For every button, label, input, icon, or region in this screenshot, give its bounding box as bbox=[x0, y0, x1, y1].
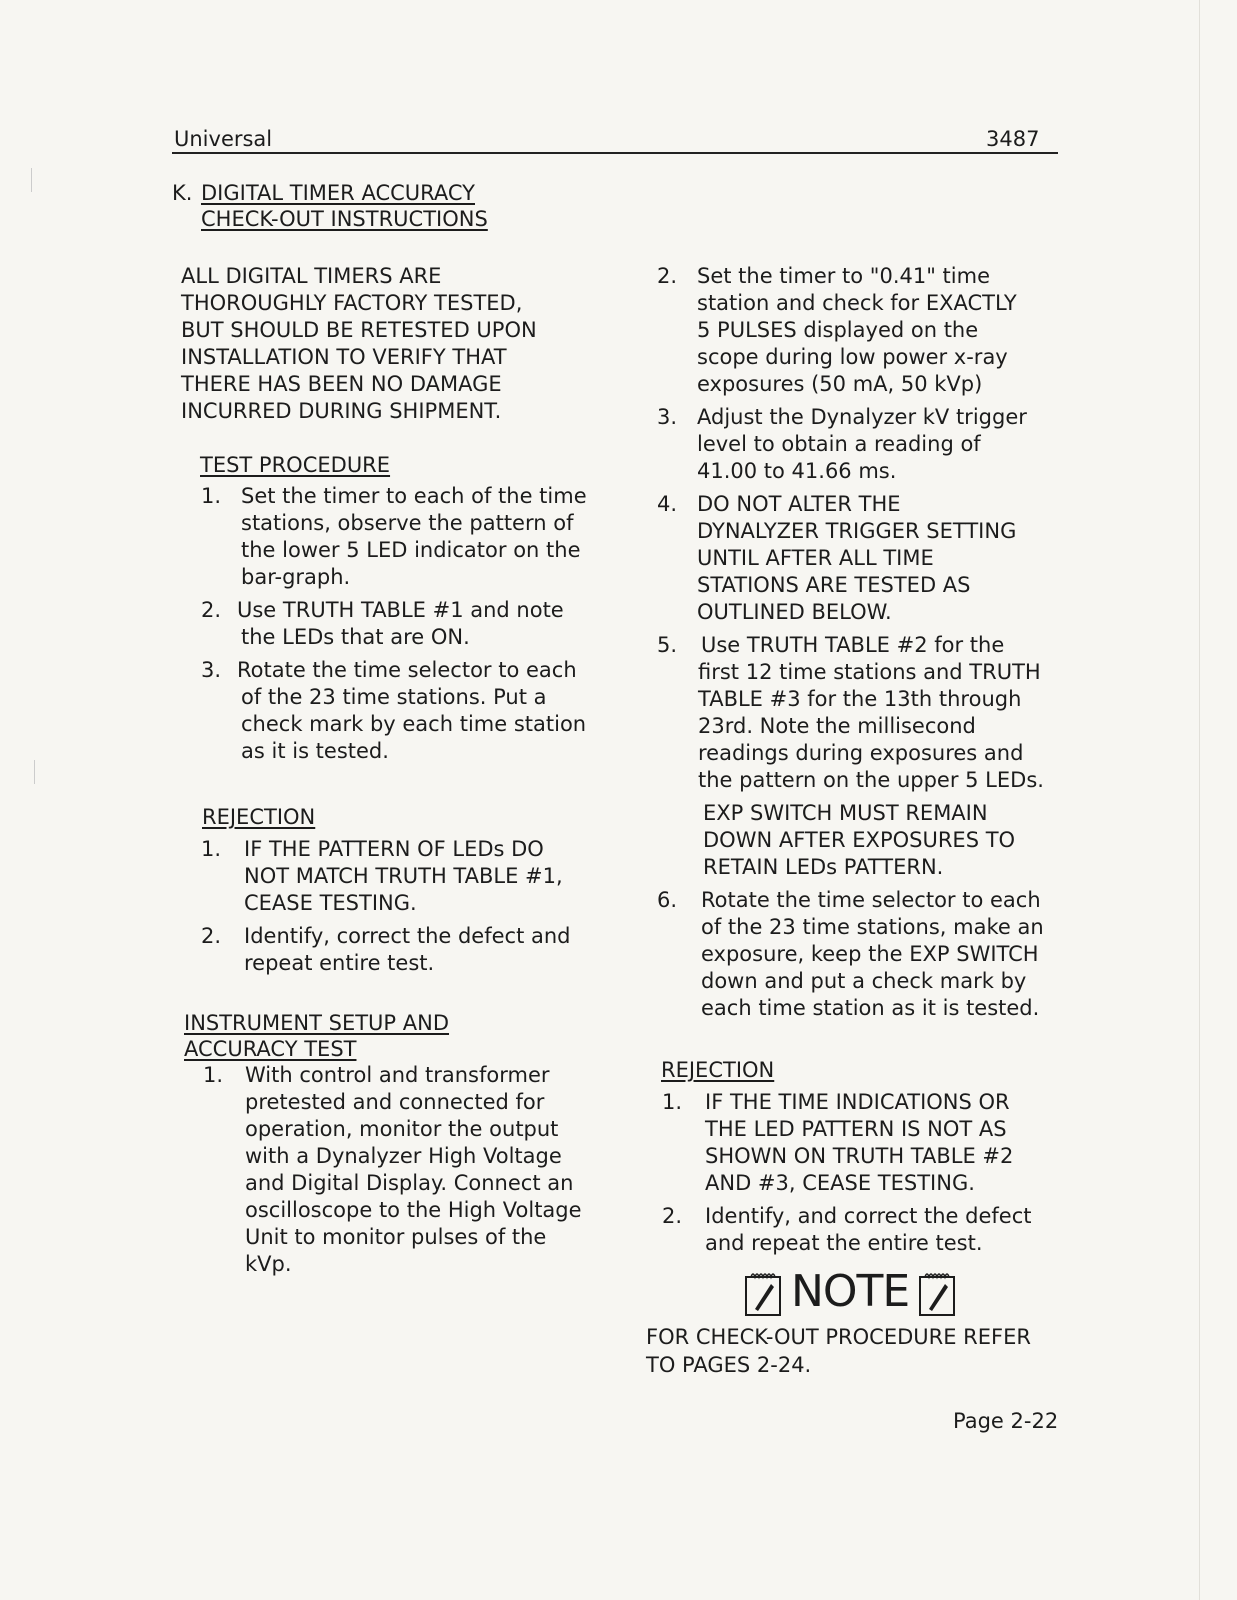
list-item bbox=[201, 483, 621, 591]
item-number: 3. bbox=[201, 658, 222, 682]
item-line: Set the timer to "0.41" time bbox=[697, 264, 991, 288]
item-number: 6. bbox=[657, 888, 678, 912]
header-rule bbox=[172, 152, 1058, 154]
item-line: TABLE #3 for the 13th through bbox=[698, 687, 1022, 711]
item-number: 2. bbox=[201, 598, 222, 622]
scan-mark bbox=[31, 168, 32, 192]
list-item bbox=[657, 404, 1077, 485]
rejection-heading: REJECTION bbox=[202, 805, 316, 829]
item-line: bar-graph. bbox=[241, 565, 351, 589]
item-line: IF THE PATTERN OF LEDs DO bbox=[244, 837, 544, 861]
item-line: pretested and connected for bbox=[245, 1090, 545, 1114]
item-line: Identify, correct the defect and bbox=[244, 924, 571, 948]
note-text-line1: FOR CHECK-OUT PROCEDURE REFER bbox=[646, 1325, 1031, 1349]
item-line: oscilloscope to the High Voltage bbox=[245, 1198, 582, 1222]
intro-paragraph bbox=[181, 263, 537, 425]
item-line: SHOWN ON TRUTH TABLE #2 bbox=[705, 1144, 1014, 1168]
page-edge bbox=[1199, 0, 1200, 1600]
item-line: STATIONS ARE TESTED AS bbox=[697, 573, 971, 597]
item-line: Adjust the Dynalyzer kV trigger bbox=[697, 405, 1027, 429]
item-line: with a Dynalyzer High Voltage bbox=[245, 1144, 562, 1168]
item-number: 1. bbox=[201, 837, 222, 861]
item-number: 3. bbox=[657, 405, 678, 429]
item-line: station and check for EXACTLY bbox=[697, 291, 1017, 315]
intro-line: BUT SHOULD BE RETESTED UPON bbox=[181, 318, 537, 342]
item-number: 2. bbox=[657, 264, 678, 288]
instrument-setup-heading-line2: ACCURACY TEST bbox=[184, 1037, 357, 1061]
item-line: 5 PULSES displayed on the bbox=[697, 318, 979, 342]
intro-line: INSTALLATION TO VERIFY THAT bbox=[181, 345, 507, 369]
item-line: the LEDs that are ON. bbox=[241, 625, 470, 649]
item-line: CEASE TESTING. bbox=[244, 891, 417, 915]
section-title-line2: CHECK-OUT INSTRUCTIONS bbox=[201, 207, 488, 231]
note-text-line2: TO PAGES 2-24. bbox=[646, 1353, 812, 1377]
list-item bbox=[201, 836, 621, 917]
list-item bbox=[201, 597, 621, 651]
item-line: EXP SWITCH MUST REMAIN bbox=[703, 801, 988, 825]
item-line: UNTIL AFTER ALL TIME bbox=[697, 546, 934, 570]
item-line: of the 23 time stations. Put a bbox=[241, 685, 547, 709]
item-number: 1. bbox=[662, 1090, 683, 1114]
item-line: the pattern on the upper 5 LEDs. bbox=[698, 768, 1044, 792]
item-line: scope during low power x-ray bbox=[697, 345, 1008, 369]
list-item bbox=[657, 263, 1077, 398]
item-line: DO NOT ALTER THE bbox=[697, 492, 901, 516]
item-line: the lower 5 LED indicator on the bbox=[241, 538, 581, 562]
test-procedure-heading: TEST PROCEDURE bbox=[200, 453, 391, 477]
item-line: operation, monitor the output bbox=[245, 1117, 559, 1141]
item-line: OUTLINED BELOW. bbox=[697, 600, 892, 624]
item-number: 2. bbox=[662, 1204, 683, 1228]
item-line: level to obtain a reading of bbox=[697, 432, 981, 456]
rejection-list bbox=[662, 1089, 1082, 1257]
item-line: With control and transformer bbox=[245, 1063, 550, 1087]
item-line: check mark by each time station bbox=[241, 712, 587, 736]
item-line: Use TRUTH TABLE #2 for the bbox=[701, 633, 1005, 657]
item-number: 1. bbox=[201, 484, 222, 508]
item-line: Identify, and correct the defect bbox=[705, 1204, 1032, 1228]
header-right: 3487 bbox=[986, 127, 1040, 151]
warning-block bbox=[657, 800, 1077, 881]
item-line: readings during exposures and bbox=[698, 741, 1024, 765]
rejection-list bbox=[201, 836, 621, 977]
page-number: Page 2-22 bbox=[953, 1409, 1059, 1433]
item-line: as it is tested. bbox=[241, 739, 389, 763]
item-line: each time station as it is tested. bbox=[701, 996, 1040, 1020]
item-line: 41.00 to 41.66 ms. bbox=[697, 459, 897, 483]
item-line: IF THE TIME INDICATIONS OR bbox=[705, 1090, 1010, 1114]
right-step-list bbox=[657, 263, 1077, 1022]
test-procedure-list bbox=[201, 483, 621, 765]
list-item bbox=[662, 1203, 1082, 1257]
item-line: stations, observe the pattern of bbox=[241, 511, 574, 535]
intro-line: ALL DIGITAL TIMERS ARE bbox=[181, 264, 442, 288]
item-line: DYNALYZER TRIGGER SETTING bbox=[697, 519, 1017, 543]
item-line: DOWN AFTER EXPOSURES TO bbox=[703, 828, 1016, 852]
scan-mark bbox=[34, 760, 35, 784]
item-number: 5. bbox=[657, 633, 678, 657]
list-item bbox=[657, 491, 1077, 626]
item-number: 4. bbox=[657, 492, 678, 516]
note-banner bbox=[743, 1268, 957, 1316]
item-line: Use TRUTH TABLE #1 and note bbox=[237, 598, 564, 622]
intro-line: THOROUGHLY FACTORY TESTED, bbox=[181, 291, 523, 315]
item-line: RETAIN LEDs PATTERN. bbox=[703, 855, 944, 879]
rejection-heading: REJECTION bbox=[661, 1058, 775, 1082]
item-line: THE LED PATTERN IS NOT AS bbox=[705, 1117, 1007, 1141]
item-number: 1. bbox=[203, 1063, 224, 1087]
item-line: down and put a check mark by bbox=[701, 969, 1027, 993]
item-line: Rotate the time selector to each bbox=[237, 658, 577, 682]
list-item bbox=[203, 1062, 623, 1278]
item-line: and Digital Display. Connect an bbox=[245, 1171, 574, 1195]
item-line: AND #3, CEASE TESTING. bbox=[705, 1171, 975, 1195]
note-label: NOTE bbox=[791, 1266, 910, 1317]
list-item bbox=[201, 657, 621, 765]
item-line: first 12 time stations and TRUTH bbox=[698, 660, 1041, 684]
instrument-setup-list bbox=[203, 1062, 623, 1278]
list-item bbox=[657, 632, 1077, 794]
intro-line: THERE HAS BEEN NO DAMAGE bbox=[181, 372, 502, 396]
item-number: 2. bbox=[201, 924, 222, 948]
intro-line: INCURRED DURING SHIPMENT. bbox=[181, 399, 502, 423]
item-line: exposure, keep the EXP SWITCH bbox=[701, 942, 1039, 966]
notepad-pencil-icon bbox=[917, 1269, 957, 1315]
item-line: exposures (50 mA, 50 kVp) bbox=[697, 372, 983, 396]
list-item bbox=[662, 1089, 1082, 1197]
item-line: 23rd. Note the millisecond bbox=[698, 714, 976, 738]
item-line: Set the timer to each of the time bbox=[241, 484, 587, 508]
notepad-pencil-icon bbox=[743, 1269, 783, 1315]
item-line: Unit to monitor pulses of the bbox=[245, 1225, 547, 1249]
item-line: repeat entire test. bbox=[244, 951, 435, 975]
item-line: Rotate the time selector to each bbox=[701, 888, 1041, 912]
instrument-setup-heading-line1: INSTRUMENT SETUP AND bbox=[184, 1011, 450, 1035]
section-letter: K. bbox=[172, 181, 193, 205]
header-left: Universal bbox=[174, 127, 273, 151]
list-item bbox=[657, 887, 1077, 1022]
item-line: kVp. bbox=[245, 1252, 292, 1276]
section-title-line1: DIGITAL TIMER ACCURACY bbox=[201, 181, 475, 205]
item-line: NOT MATCH TRUTH TABLE #1, bbox=[244, 864, 563, 888]
item-line: of the 23 time stations, make an bbox=[701, 915, 1044, 939]
list-item bbox=[201, 923, 621, 977]
item-line: and repeat the entire test. bbox=[705, 1231, 983, 1255]
